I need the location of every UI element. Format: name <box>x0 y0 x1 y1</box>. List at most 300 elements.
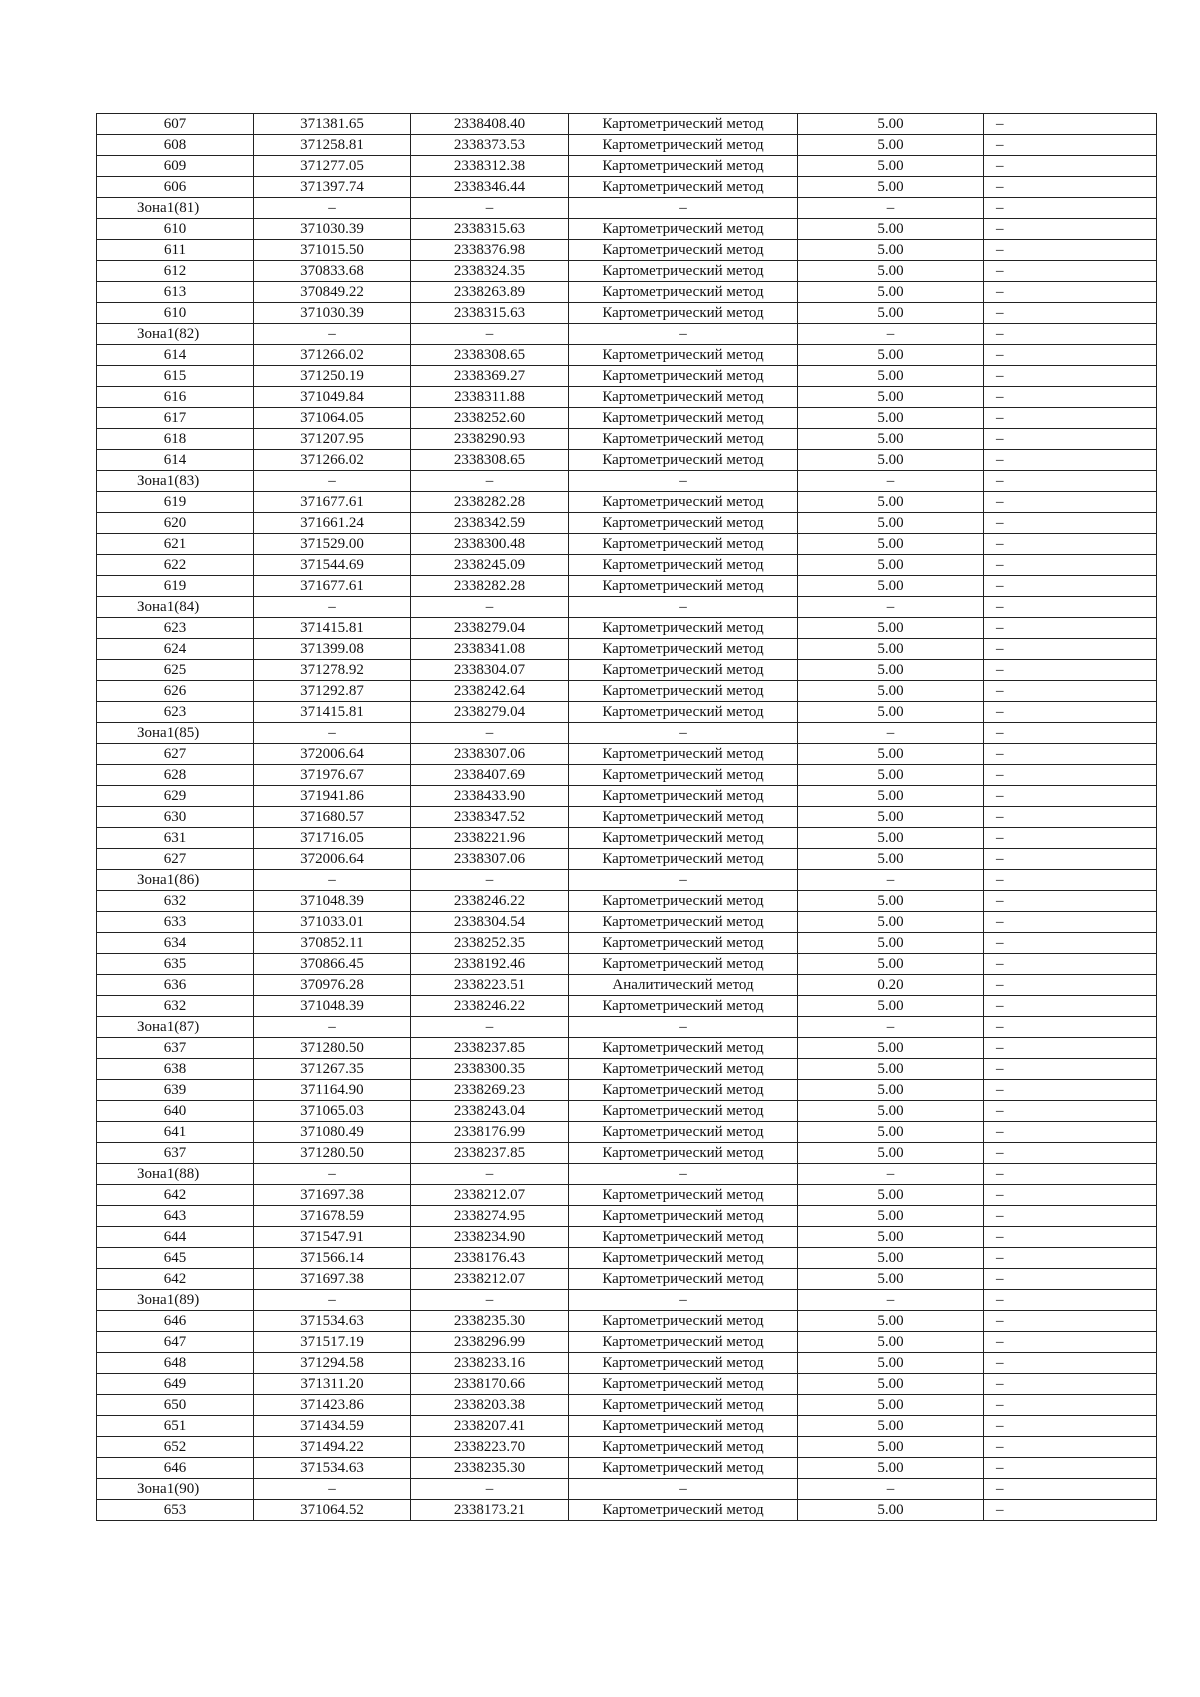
y-coordinate-cell: 2338212.07 <box>411 1269 569 1290</box>
method-cell: Картометрический метод <box>569 177 798 198</box>
note-cell: – <box>984 660 1157 681</box>
point-number-cell: Зона1(82) <box>97 324 254 345</box>
precision-cell: 5.00 <box>798 492 984 513</box>
x-coordinate-cell: 371049.84 <box>254 387 411 408</box>
table-row <box>97 681 1157 702</box>
note-cell: – <box>984 555 1157 576</box>
point-number-cell: Зона1(87) <box>97 1017 254 1038</box>
note-cell: – <box>984 366 1157 387</box>
note-cell: – <box>984 576 1157 597</box>
method-cell: Картометрический метод <box>569 1437 798 1458</box>
table-row <box>97 156 1157 177</box>
table-row <box>97 1059 1157 1080</box>
point-number-cell: 641 <box>97 1122 254 1143</box>
method-cell: Картометрический метод <box>569 681 798 702</box>
x-coordinate-cell: 370852.11 <box>254 933 411 954</box>
method-cell: Картометрический метод <box>569 1311 798 1332</box>
x-coordinate-cell: 371677.61 <box>254 576 411 597</box>
table-row <box>97 492 1157 513</box>
x-coordinate-cell: 371207.95 <box>254 429 411 450</box>
note-cell: – <box>984 513 1157 534</box>
precision-cell: 5.00 <box>798 513 984 534</box>
y-coordinate-cell: 2338263.89 <box>411 282 569 303</box>
y-coordinate-cell: 2338324.35 <box>411 261 569 282</box>
table-row <box>97 1038 1157 1059</box>
point-number-cell: 628 <box>97 765 254 786</box>
point-number-cell: 642 <box>97 1185 254 1206</box>
point-number-cell: 635 <box>97 954 254 975</box>
y-coordinate-cell: 2338308.65 <box>411 450 569 471</box>
precision-cell: 5.00 <box>798 912 984 933</box>
precision-cell: 5.00 <box>798 219 984 240</box>
precision-cell: 5.00 <box>798 429 984 450</box>
precision-cell: 5.00 <box>798 891 984 912</box>
table-row <box>97 1122 1157 1143</box>
x-coordinate-cell: – <box>254 198 411 219</box>
note-cell: – <box>984 261 1157 282</box>
x-coordinate-cell: 371544.69 <box>254 555 411 576</box>
x-coordinate-cell: 371661.24 <box>254 513 411 534</box>
point-number-cell: 612 <box>97 261 254 282</box>
precision-cell: 5.00 <box>798 1059 984 1080</box>
method-cell: Картометрический метод <box>569 744 798 765</box>
y-coordinate-cell: 2338223.70 <box>411 1437 569 1458</box>
method-cell: Картометрический метод <box>569 996 798 1017</box>
precision-cell: 5.00 <box>798 1101 984 1122</box>
table-row <box>97 828 1157 849</box>
note-cell: – <box>984 1248 1157 1269</box>
note-cell: – <box>984 744 1157 765</box>
point-number-cell: 646 <box>97 1311 254 1332</box>
table-row <box>97 1269 1157 1290</box>
method-cell: Картометрический метод <box>569 1332 798 1353</box>
y-coordinate-cell: 2338341.08 <box>411 639 569 660</box>
x-coordinate-cell: 371677.61 <box>254 492 411 513</box>
zone-header-row <box>97 471 1157 492</box>
precision-cell: 5.00 <box>798 954 984 975</box>
point-number-cell: 646 <box>97 1458 254 1479</box>
note-cell: – <box>984 1080 1157 1101</box>
method-cell: – <box>569 870 798 891</box>
y-coordinate-cell: 2338252.35 <box>411 933 569 954</box>
point-number-cell: 619 <box>97 492 254 513</box>
note-cell: – <box>984 1059 1157 1080</box>
point-number-cell: 645 <box>97 1248 254 1269</box>
point-number-cell: 652 <box>97 1437 254 1458</box>
note-cell: – <box>984 828 1157 849</box>
method-cell: Картометрический метод <box>569 1416 798 1437</box>
note-cell: – <box>984 891 1157 912</box>
method-cell: Картометрический метод <box>569 1059 798 1080</box>
table-row <box>97 219 1157 240</box>
point-number-cell: 616 <box>97 387 254 408</box>
y-coordinate-cell: 2338243.04 <box>411 1101 569 1122</box>
note-cell: – <box>984 471 1157 492</box>
x-coordinate-cell: – <box>254 471 411 492</box>
precision-cell: 5.00 <box>798 996 984 1017</box>
y-coordinate-cell: 2338304.54 <box>411 912 569 933</box>
point-number-cell: 640 <box>97 1101 254 1122</box>
y-coordinate-cell: 2338300.48 <box>411 534 569 555</box>
point-number-cell: 623 <box>97 618 254 639</box>
y-coordinate-cell: 2338245.09 <box>411 555 569 576</box>
method-cell: Картометрический метод <box>569 576 798 597</box>
precision-cell: 5.00 <box>798 408 984 429</box>
precision-cell: 5.00 <box>798 681 984 702</box>
point-number-cell: Зона1(85) <box>97 723 254 744</box>
table-row <box>97 1332 1157 1353</box>
note-cell: – <box>984 618 1157 639</box>
precision-cell: 5.00 <box>798 1395 984 1416</box>
x-coordinate-cell: 371529.00 <box>254 534 411 555</box>
note-cell: – <box>984 702 1157 723</box>
method-cell: Картометрический метод <box>569 555 798 576</box>
y-coordinate-cell: – <box>411 723 569 744</box>
x-coordinate-cell: 371048.39 <box>254 891 411 912</box>
y-coordinate-cell: 2338369.27 <box>411 366 569 387</box>
precision-cell: 5.00 <box>798 1437 984 1458</box>
precision-cell: – <box>798 1164 984 1185</box>
y-coordinate-cell: 2338407.69 <box>411 765 569 786</box>
x-coordinate-cell: 371423.86 <box>254 1395 411 1416</box>
method-cell: Картометрический метод <box>569 345 798 366</box>
y-coordinate-cell: 2338308.65 <box>411 345 569 366</box>
table-row <box>97 114 1157 135</box>
method-cell: Картометрический метод <box>569 492 798 513</box>
note-cell: – <box>984 1416 1157 1437</box>
y-coordinate-cell: 2338279.04 <box>411 618 569 639</box>
note-cell: – <box>984 177 1157 198</box>
zone-header-row <box>97 723 1157 744</box>
note-cell: – <box>984 1374 1157 1395</box>
y-coordinate-cell: 2338408.40 <box>411 114 569 135</box>
point-number-cell: 632 <box>97 891 254 912</box>
method-cell: Картометрический метод <box>569 912 798 933</box>
x-coordinate-cell: – <box>254 723 411 744</box>
note-cell: – <box>984 1227 1157 1248</box>
method-cell: Картометрический метод <box>569 849 798 870</box>
method-cell: Картометрический метод <box>569 1101 798 1122</box>
precision-cell: – <box>798 198 984 219</box>
method-cell: Картометрический метод <box>569 1374 798 1395</box>
note-cell: – <box>984 1290 1157 1311</box>
point-number-cell: 637 <box>97 1038 254 1059</box>
note-cell: – <box>984 1122 1157 1143</box>
table-row <box>97 366 1157 387</box>
precision-cell: 5.00 <box>798 807 984 828</box>
y-coordinate-cell: 2338433.90 <box>411 786 569 807</box>
point-number-cell: 610 <box>97 303 254 324</box>
table-row <box>97 345 1157 366</box>
precision-cell: – <box>798 1479 984 1500</box>
point-number-cell: 621 <box>97 534 254 555</box>
point-number-cell: 614 <box>97 450 254 471</box>
method-cell: Картометрический метод <box>569 1227 798 1248</box>
method-cell: Картометрический метод <box>569 450 798 471</box>
zone-header-row <box>97 1017 1157 1038</box>
table-row <box>97 786 1157 807</box>
table-row <box>97 639 1157 660</box>
point-number-cell: 651 <box>97 1416 254 1437</box>
precision-cell: 5.00 <box>798 1416 984 1437</box>
precision-cell: 5.00 <box>798 639 984 660</box>
method-cell: Картометрический метод <box>569 1269 798 1290</box>
x-coordinate-cell: 371065.03 <box>254 1101 411 1122</box>
precision-cell: 5.00 <box>798 849 984 870</box>
y-coordinate-cell: 2338300.35 <box>411 1059 569 1080</box>
note-cell: – <box>984 996 1157 1017</box>
table-row <box>97 849 1157 870</box>
y-coordinate-cell: 2338235.30 <box>411 1311 569 1332</box>
note-cell: – <box>984 1311 1157 1332</box>
method-cell: – <box>569 1164 798 1185</box>
note-cell: – <box>984 1500 1157 1521</box>
zone-header-row <box>97 1290 1157 1311</box>
precision-cell: 5.00 <box>798 240 984 261</box>
x-coordinate-cell: 371415.81 <box>254 702 411 723</box>
y-coordinate-cell: 2338207.41 <box>411 1416 569 1437</box>
precision-cell: 5.00 <box>798 1353 984 1374</box>
point-number-cell: 647 <box>97 1332 254 1353</box>
table-row <box>97 1206 1157 1227</box>
note-cell: – <box>984 219 1157 240</box>
note-cell: – <box>984 723 1157 744</box>
note-cell: – <box>984 954 1157 975</box>
precision-cell: 0.20 <box>798 975 984 996</box>
table-row <box>97 702 1157 723</box>
note-cell: – <box>984 492 1157 513</box>
y-coordinate-cell: 2338242.64 <box>411 681 569 702</box>
method-cell: Картометрический метод <box>569 534 798 555</box>
point-number-cell: 609 <box>97 156 254 177</box>
precision-cell: 5.00 <box>798 345 984 366</box>
y-coordinate-cell: – <box>411 1290 569 1311</box>
method-cell: Картометрический метод <box>569 408 798 429</box>
note-cell: – <box>984 597 1157 618</box>
y-coordinate-cell: 2338234.90 <box>411 1227 569 1248</box>
precision-cell: 5.00 <box>798 1311 984 1332</box>
y-coordinate-cell: – <box>411 597 569 618</box>
point-number-cell: 615 <box>97 366 254 387</box>
note-cell: – <box>984 786 1157 807</box>
note-cell: – <box>984 1353 1157 1374</box>
x-coordinate-cell: 371278.92 <box>254 660 411 681</box>
precision-cell: 5.00 <box>798 1269 984 1290</box>
x-coordinate-cell: 371030.39 <box>254 303 411 324</box>
table-row <box>97 933 1157 954</box>
precision-cell: 5.00 <box>798 156 984 177</box>
precision-cell: 5.00 <box>798 282 984 303</box>
method-cell: Картометрический метод <box>569 261 798 282</box>
zone-header-row <box>97 597 1157 618</box>
y-coordinate-cell: 2338237.85 <box>411 1143 569 1164</box>
precision-cell: 5.00 <box>798 744 984 765</box>
note-cell: – <box>984 345 1157 366</box>
zone-header-row <box>97 324 1157 345</box>
table-row <box>97 1458 1157 1479</box>
method-cell: Картометрический метод <box>569 1143 798 1164</box>
precision-cell: 5.00 <box>798 1038 984 1059</box>
table-row <box>97 555 1157 576</box>
method-cell: Картометрический метод <box>569 366 798 387</box>
table-row <box>97 177 1157 198</box>
table-row <box>97 303 1157 324</box>
method-cell: – <box>569 1479 798 1500</box>
method-cell: Картометрический метод <box>569 1122 798 1143</box>
precision-cell: 5.00 <box>798 660 984 681</box>
table-row <box>97 513 1157 534</box>
method-cell: – <box>569 597 798 618</box>
y-coordinate-cell: 2338296.99 <box>411 1332 569 1353</box>
table-row <box>97 1311 1157 1332</box>
table-row <box>97 975 1157 996</box>
point-number-cell: 633 <box>97 912 254 933</box>
x-coordinate-cell: 372006.64 <box>254 744 411 765</box>
method-cell: Картометрический метод <box>569 135 798 156</box>
point-number-cell: Зона1(88) <box>97 1164 254 1185</box>
x-coordinate-cell: – <box>254 324 411 345</box>
x-coordinate-cell: 371697.38 <box>254 1185 411 1206</box>
x-coordinate-cell: 371164.90 <box>254 1080 411 1101</box>
y-coordinate-cell: – <box>411 198 569 219</box>
precision-cell: 5.00 <box>798 135 984 156</box>
table-row <box>97 1143 1157 1164</box>
precision-cell: 5.00 <box>798 828 984 849</box>
point-number-cell: 627 <box>97 744 254 765</box>
x-coordinate-cell: 371266.02 <box>254 450 411 471</box>
x-coordinate-cell: 370849.22 <box>254 282 411 303</box>
method-cell: Картометрический метод <box>569 765 798 786</box>
precision-cell: 5.00 <box>798 1458 984 1479</box>
point-number-cell: Зона1(83) <box>97 471 254 492</box>
zone-header-row <box>97 1164 1157 1185</box>
y-coordinate-cell: 2338304.07 <box>411 660 569 681</box>
y-coordinate-cell: 2338282.28 <box>411 492 569 513</box>
x-coordinate-cell: 371534.63 <box>254 1311 411 1332</box>
note-cell: – <box>984 681 1157 702</box>
precision-cell: 5.00 <box>798 1332 984 1353</box>
point-number-cell: 622 <box>97 555 254 576</box>
y-coordinate-cell: 2338282.28 <box>411 576 569 597</box>
point-number-cell: 644 <box>97 1227 254 1248</box>
point-number-cell: 650 <box>97 1395 254 1416</box>
method-cell: Картометрический метод <box>569 282 798 303</box>
x-coordinate-cell: 371941.86 <box>254 786 411 807</box>
zone-header-row <box>97 1479 1157 1500</box>
note-cell: – <box>984 1269 1157 1290</box>
point-number-cell: 617 <box>97 408 254 429</box>
y-coordinate-cell: – <box>411 1479 569 1500</box>
y-coordinate-cell: 2338235.30 <box>411 1458 569 1479</box>
note-cell: – <box>984 408 1157 429</box>
x-coordinate-cell: 371280.50 <box>254 1038 411 1059</box>
x-coordinate-cell: 371716.05 <box>254 828 411 849</box>
note-cell: – <box>984 156 1157 177</box>
precision-cell: 5.00 <box>798 1080 984 1101</box>
precision-cell: – <box>798 870 984 891</box>
y-coordinate-cell: – <box>411 870 569 891</box>
table-row <box>97 660 1157 681</box>
table-row <box>97 240 1157 261</box>
table-row <box>97 429 1157 450</box>
point-number-cell: Зона1(86) <box>97 870 254 891</box>
method-cell: Картометрический метод <box>569 954 798 975</box>
x-coordinate-cell: 371064.05 <box>254 408 411 429</box>
note-cell: – <box>984 450 1157 471</box>
table-row <box>97 996 1157 1017</box>
table-row <box>97 1227 1157 1248</box>
note-cell: – <box>984 1206 1157 1227</box>
table-row <box>97 1353 1157 1374</box>
point-number-cell: 643 <box>97 1206 254 1227</box>
note-cell: – <box>984 324 1157 345</box>
note-cell: – <box>984 870 1157 891</box>
method-cell: – <box>569 198 798 219</box>
x-coordinate-cell: 371434.59 <box>254 1416 411 1437</box>
method-cell: – <box>569 324 798 345</box>
method-cell: Картометрический метод <box>569 1038 798 1059</box>
point-number-cell: 607 <box>97 114 254 135</box>
note-cell: – <box>984 429 1157 450</box>
precision-cell: 5.00 <box>798 114 984 135</box>
method-cell: Картометрический метод <box>569 513 798 534</box>
note-cell: – <box>984 639 1157 660</box>
note-cell: – <box>984 912 1157 933</box>
point-number-cell: 610 <box>97 219 254 240</box>
method-cell: Картометрический метод <box>569 429 798 450</box>
note-cell: – <box>984 1479 1157 1500</box>
precision-cell: 5.00 <box>798 555 984 576</box>
method-cell: Картометрический метод <box>569 114 798 135</box>
point-number-cell: 627 <box>97 849 254 870</box>
note-cell: – <box>984 1038 1157 1059</box>
precision-cell: 5.00 <box>798 1500 984 1521</box>
y-coordinate-cell: 2338223.51 <box>411 975 569 996</box>
x-coordinate-cell: 371280.50 <box>254 1143 411 1164</box>
y-coordinate-cell: 2338312.38 <box>411 156 569 177</box>
note-cell: – <box>984 1185 1157 1206</box>
x-coordinate-cell: 371415.81 <box>254 618 411 639</box>
point-number-cell: 624 <box>97 639 254 660</box>
table-row <box>97 954 1157 975</box>
precision-cell: – <box>798 471 984 492</box>
table-row <box>97 1437 1157 1458</box>
x-coordinate-cell: 371277.05 <box>254 156 411 177</box>
y-coordinate-cell: 2338246.22 <box>411 891 569 912</box>
point-number-cell: 606 <box>97 177 254 198</box>
point-number-cell: 642 <box>97 1269 254 1290</box>
note-cell: – <box>984 1017 1157 1038</box>
note-cell: – <box>984 1437 1157 1458</box>
method-cell: Картометрический метод <box>569 240 798 261</box>
y-coordinate-cell: 2338176.99 <box>411 1122 569 1143</box>
x-coordinate-cell: – <box>254 597 411 618</box>
method-cell: Аналитический метод <box>569 975 798 996</box>
x-coordinate-cell: 371033.01 <box>254 912 411 933</box>
x-coordinate-cell: 371678.59 <box>254 1206 411 1227</box>
point-number-cell: 625 <box>97 660 254 681</box>
note-cell: – <box>984 114 1157 135</box>
precision-cell: 5.00 <box>798 1248 984 1269</box>
precision-cell: 5.00 <box>798 1143 984 1164</box>
y-coordinate-cell: 2338376.98 <box>411 240 569 261</box>
method-cell: Картометрический метод <box>569 828 798 849</box>
precision-cell: – <box>798 597 984 618</box>
x-coordinate-cell: – <box>254 1017 411 1038</box>
method-cell: Картометрический метод <box>569 1206 798 1227</box>
note-cell: – <box>984 387 1157 408</box>
method-cell: Картометрический метод <box>569 219 798 240</box>
